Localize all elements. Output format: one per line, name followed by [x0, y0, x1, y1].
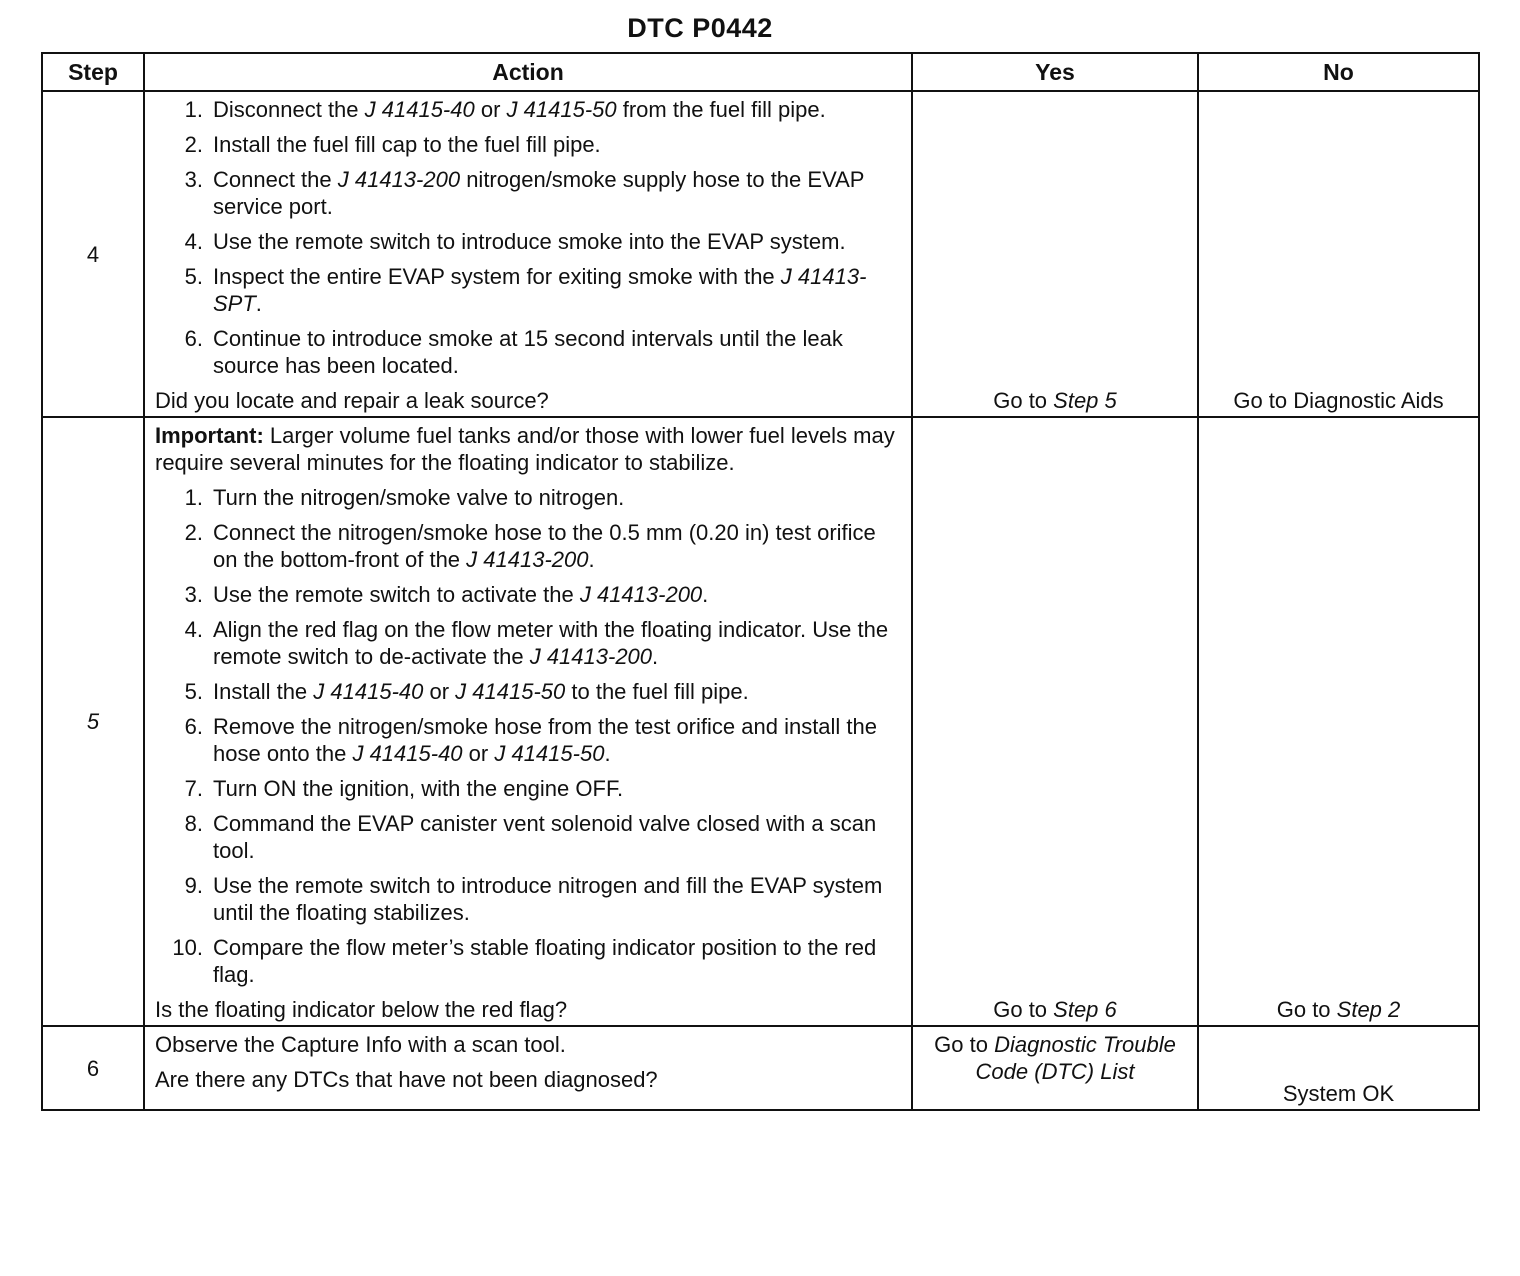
list-item: 5. Install the J 41415-40 or J 41415-50 to the fuel fill pipe.	[184, 679, 749, 704]
no-cell: Go to Diagnostic Aids	[1198, 91, 1479, 417]
header-step: Step	[42, 53, 144, 91]
action-cell	[144, 1026, 912, 1110]
list-item: 7. Turn ON the ignition, with the engine OFF.	[184, 776, 624, 801]
step-number: 5	[42, 417, 144, 1026]
list-item: 5. Inspect the entire EVAP system for exiting smoke with the J 41413-SPT.	[184, 264, 867, 316]
important-note: Important: Larger volume fuel tanks and/or those with lower fuel levels may require several minutes for the floating indicator to stabilize.	[155, 423, 895, 475]
question: Are there any DTCs that have not been diagnosed?	[155, 1067, 658, 1092]
list-item: 6. Remove the nitrogen/smoke hose from the test orifice and install the hose onto the J 41415-40 or J 41415-50.	[184, 714, 878, 766]
header-no: No	[1198, 53, 1479, 91]
list-item: 3. Use the remote switch to activate the J 41413-200.	[184, 582, 709, 607]
list-item: 1. Turn the nitrogen/smoke valve to nitrogen.	[184, 485, 625, 510]
question: Is the floating indicator below the red flag?	[155, 997, 568, 1022]
list-item: 6. Continue to introduce smoke at 15 second intervals until the leak source has been located.	[184, 326, 843, 378]
table-row-step-4	[42, 91, 1479, 417]
action-cell	[144, 417, 912, 1026]
action-text: Observe the Capture Info with a scan tool.	[155, 1032, 566, 1057]
header-action: Action	[144, 53, 912, 91]
action-list	[155, 96, 903, 379]
list-item: 2. Connect the nitrogen/smoke hose to the 0.5 mm (0.20 in) test orifice on the bottom-front of the J 41413-200.	[184, 520, 876, 572]
step-number: 6	[42, 1026, 144, 1110]
question: Did you locate and repair a leak source?	[155, 388, 549, 413]
list-item: 10. Compare the flow meter’s stable floating indicator position to the red flag.	[172, 935, 877, 987]
yes-cell: Go to Step 6	[912, 417, 1198, 1026]
step-number: 4	[42, 91, 144, 417]
list-item: 3. Connect the J 41413-200 nitrogen/smoke supply hose to the EVAP service port.	[184, 167, 865, 219]
list-item: 4. Align the red flag on the flow meter with the floating indicator. Use the remote switch to de-activate the J 41413-200.	[184, 617, 889, 669]
yes-cell: Go to Diagnostic Trouble Code (DTC) List	[912, 1026, 1198, 1110]
yes-cell: Go to Step 5	[912, 91, 1198, 417]
list-item: 2. Install the fuel fill cap to the fuel fill pipe.	[184, 132, 601, 157]
page-title: DTC P0442	[627, 13, 773, 43]
list-item: 4. Use the remote switch to introduce smoke into the EVAP system.	[184, 229, 846, 254]
table-row-step-5	[42, 417, 1479, 1026]
header-row	[42, 53, 1479, 91]
list-item: 8. Command the EVAP canister vent solenoid valve closed with a scan tool.	[184, 811, 877, 863]
table-row-step-6	[42, 1026, 1479, 1110]
action-list	[155, 484, 903, 988]
list-item: 1. Disconnect the J 41415-40 or J 41415-50 from the fuel fill pipe.	[184, 97, 826, 122]
list-item: 9. Use the remote switch to introduce nitrogen and fill the EVAP system until the floating stabilizes.	[184, 873, 883, 925]
action-cell	[144, 91, 912, 417]
dtc-table	[41, 52, 1480, 1111]
no-cell: Go to Step 2	[1198, 417, 1479, 1026]
header-yes: Yes	[912, 53, 1198, 91]
no-cell: System OK	[1198, 1026, 1479, 1110]
